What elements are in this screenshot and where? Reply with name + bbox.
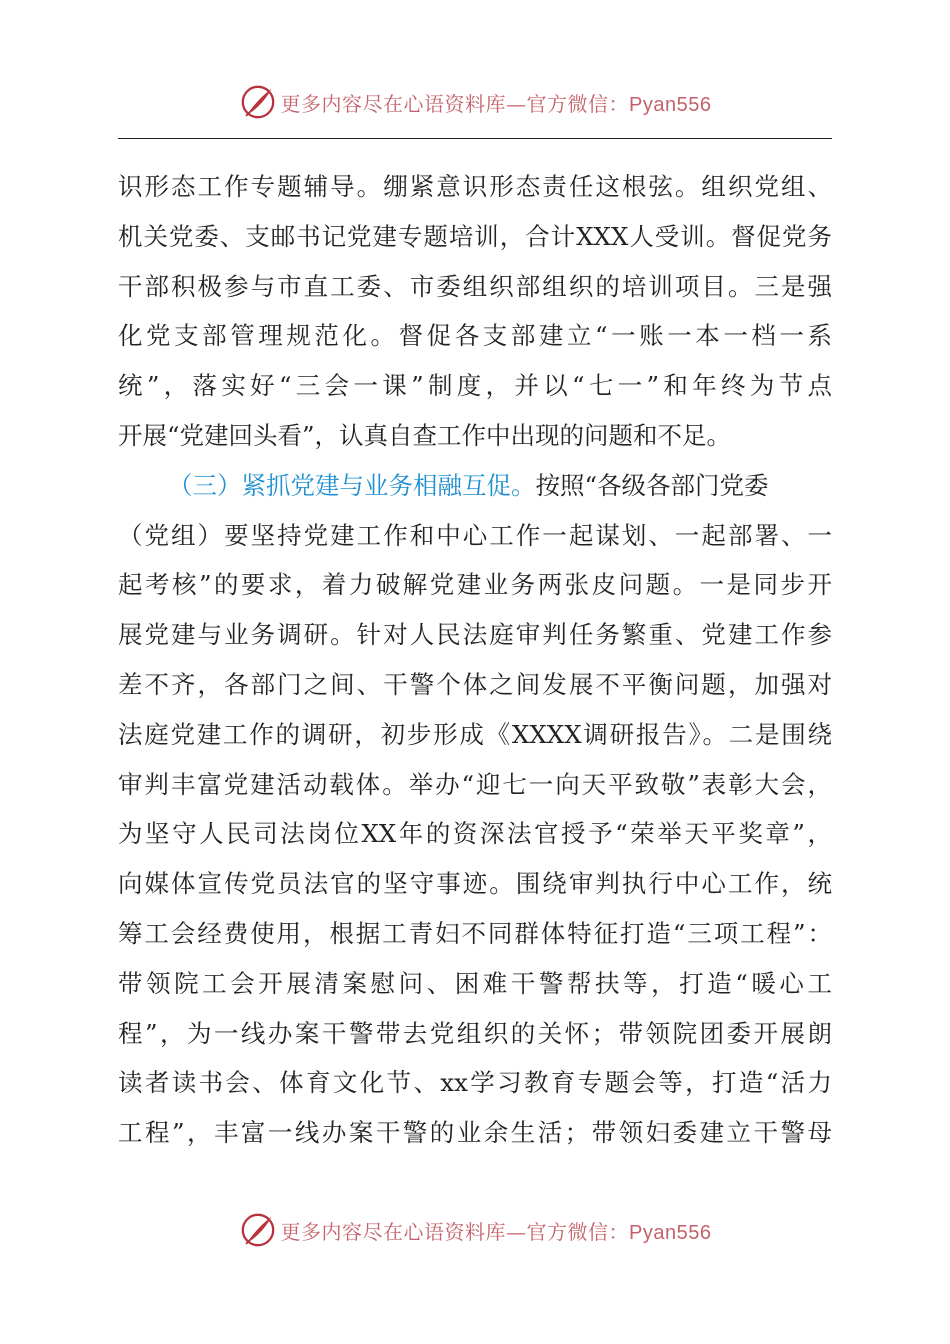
footer-banner [0, 1208, 950, 1252]
header-wechat-handle: Pyan556 [629, 93, 712, 116]
feather-pen-logo-icon [239, 1211, 277, 1249]
section-line: 读者读书会、体育文化节、xx学习教育专题会等，打造“活力 [118, 1068, 832, 1098]
document-body [118, 162, 832, 1158]
header-banner [0, 80, 950, 124]
feather-pen-logo-icon [239, 83, 277, 121]
body-line: 化党支部管理规范化。督促各支部建立“一账一本一档一系 [118, 321, 832, 351]
footer-banner-label: 更多内容尽在心语资料库—官方微信： [280, 1219, 630, 1244]
footer-banner-text [281, 1216, 712, 1245]
section-line: （党组）要坚持党建工作和中心工作一起谋划、一起部署、一 [118, 520, 832, 550]
section-first-line [118, 461, 832, 511]
section-line: 法庭党建工作的调研，初步形成《XXXX调研报告》。二是围绕 [118, 719, 832, 749]
header-divider [118, 138, 832, 139]
footer-wechat-handle: Pyan556 [629, 1221, 712, 1244]
section-first-line-rest: 按照“各级各部门党委 [535, 470, 769, 500]
body-line: 统”，落实好“三会一课”制度，并以“七一”和年终为节点 [118, 371, 832, 401]
section-line: 带领院工会开展清案慰问、困难干警帮扶等，打造“暖心工 [118, 968, 832, 998]
body-line: 机关党委、支邮书记党建专题培训，合计XXX人受训。督促党务 [118, 221, 832, 251]
body-line: 开展“党建回头看”，认真自查工作中出现的问题和不足。 [118, 420, 732, 450]
body-line: 干部积极参与市直工委、市委组织部组织的培训项目。三是强 [118, 271, 832, 301]
section-line: 审判丰富党建活动载体。举办“迎七一向天平致敬”表彰大会， [118, 769, 832, 799]
section-line: 差不齐，各部门之间、干警个体之间发展不平衡问题，加强对 [118, 669, 832, 699]
section-line: 程”，为一线办案干警带去党组织的关怀；带领院团委开展朗 [118, 1018, 832, 1048]
section-line: 为坚守人民司法岗位XX年的资深法官授予“荣举天平奖章”， [118, 819, 832, 849]
section-line: 筹工会经费使用，根据工青妇不同群体特征打造“三项工程”： [118, 918, 832, 948]
header-banner-label: 更多内容尽在心语资料库—官方微信： [280, 91, 630, 116]
header-banner-text [281, 88, 712, 117]
section-line: 展党建与业务调研。针对人民法庭审判任务繁重、党建工作参 [118, 620, 832, 650]
body-line: 识形态工作专题辅导。绷紧意识形态责任这根弦。组织党组、 [118, 172, 832, 201]
section-line: 起考核”的要求，着力破解党建业务两张皮问题。一是同步开 [118, 570, 832, 600]
section-line: 工程”，丰富一线办案干警的业余生活；带领妇委建立干警母 [118, 1118, 832, 1148]
section-heading: （三）紧抓党建与业务相融互促。 [168, 470, 536, 500]
section-line: 向媒体宣传党员法官的坚守事迹。围绕审判执行中心工作，统 [118, 869, 832, 899]
